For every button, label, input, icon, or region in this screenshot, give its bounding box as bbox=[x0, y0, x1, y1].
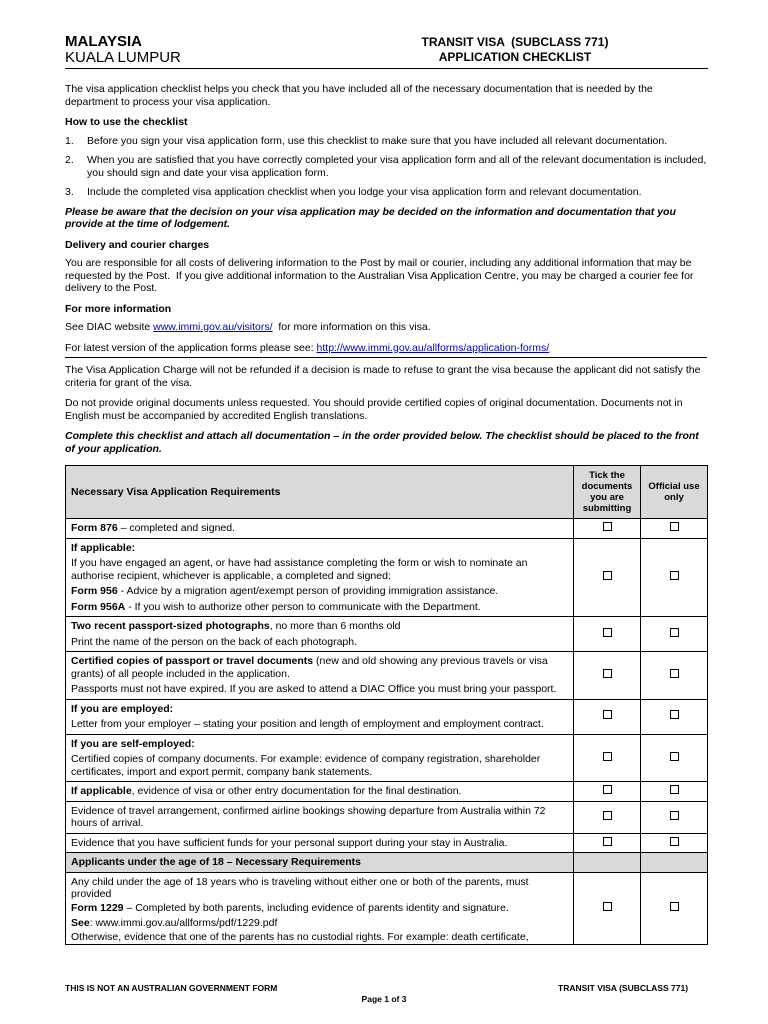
official-checkbox[interactable] bbox=[670, 811, 679, 820]
official-checkbox[interactable] bbox=[670, 571, 679, 580]
requirement-sub: Passports must not have expired. If you are asked to attend a DIAC Office you must bring your passport. bbox=[71, 683, 557, 695]
requirement-text: Any child under the age of 18 years who is traveling without either one or both of the parents, must provided bbox=[71, 875, 529, 900]
official-column-header: Official use only bbox=[641, 466, 708, 519]
more-info-line1-prefix: See DIAC website bbox=[65, 321, 154, 333]
page-number: Page 1 of 3 bbox=[361, 994, 407, 1004]
requirement-text: Certified copies of company documents. For example: evidence of company registration, shareholder certificates, import and export permit, company bank statements. bbox=[71, 753, 541, 778]
official-checkbox-cell bbox=[641, 872, 708, 945]
more-info-line1-suffix: for more information on this visa. bbox=[272, 321, 431, 333]
requirement-cell bbox=[66, 872, 574, 945]
official-checkbox-cell bbox=[641, 734, 708, 782]
footer-form-name: TRANSIT VISA (SUBCLASS 771) bbox=[558, 983, 689, 993]
submit-checkbox-cell bbox=[574, 538, 641, 617]
requirement-text: – completed and signed. bbox=[117, 522, 236, 534]
submit-checkbox-cell bbox=[574, 734, 641, 782]
submit-checkbox-cell bbox=[574, 617, 641, 652]
section-header-blank bbox=[574, 853, 641, 873]
list-text: When you are satisfied that you have correctly completed your visa application form and all of the relevant documentation is included, you should sign and date your visa application form. bbox=[87, 154, 707, 179]
requirement-bold: Form 876 bbox=[71, 522, 118, 534]
requirement-line bbox=[71, 620, 568, 633]
decision-warning: Please be aware that the decision on your visa application may be decided on the information and documentation that you provide at the time of lodgement. bbox=[65, 205, 676, 230]
submit-checkbox-cell bbox=[574, 782, 641, 802]
submit-checkbox[interactable] bbox=[603, 785, 612, 794]
section-header-row bbox=[66, 853, 708, 873]
table-row bbox=[66, 652, 708, 700]
requirement-heading: If you are self-employed: bbox=[71, 737, 195, 750]
table-row bbox=[66, 538, 708, 617]
requirement-sub: Print the name of the person on the back of each photograph. bbox=[71, 635, 358, 648]
submit-checkbox-cell bbox=[574, 833, 641, 853]
section-header-blank bbox=[641, 853, 708, 873]
requirement-line bbox=[71, 655, 568, 680]
requirement-cell: Evidence that you have sufficient funds for your personal support during your stay in Australia. bbox=[66, 833, 574, 853]
document-body bbox=[65, 83, 707, 463]
official-checkbox[interactable] bbox=[670, 522, 679, 531]
submit-checkbox[interactable] bbox=[603, 571, 612, 580]
visitors-link[interactable]: www.immi.gov.au/visitors/ bbox=[153, 321, 273, 333]
requirement-text: If you have engaged an agent, or have had assistance completing the form or wish to nominate an authorise recipient, whichever is applicable, a completed and signed: bbox=[71, 557, 528, 582]
submit-checkbox-cell bbox=[574, 652, 641, 700]
table-row bbox=[66, 801, 708, 833]
requirement-cell bbox=[66, 734, 574, 782]
requirement-see bbox=[71, 917, 568, 930]
header-country: MALAYSIA bbox=[65, 33, 142, 50]
requirement-form-956 bbox=[71, 585, 568, 598]
how-to-heading: How to use the checklist bbox=[65, 116, 188, 128]
more-info-heading: For more information bbox=[65, 302, 172, 315]
requirement-text: , no more than 6 months old bbox=[269, 620, 401, 632]
table-row bbox=[66, 782, 708, 802]
list-number: 1. bbox=[65, 134, 74, 147]
submitting-column-header: Tick the documents you are submitting bbox=[574, 466, 641, 519]
table-header-row bbox=[66, 466, 708, 519]
official-checkbox-cell bbox=[641, 833, 708, 853]
requirement-cell bbox=[66, 652, 574, 700]
more-info-line1 bbox=[65, 321, 707, 334]
requirement-heading: If applicable: bbox=[71, 541, 136, 554]
submit-checkbox[interactable] bbox=[603, 837, 612, 846]
submit-checkbox[interactable] bbox=[603, 669, 612, 678]
requirement-form-1229 bbox=[71, 902, 568, 915]
complete-instruction: Complete this checklist and attach all documentation – in the order provided below. The checklist should be placed to the front of your application. bbox=[65, 430, 699, 455]
list-number: 3. bbox=[65, 186, 74, 198]
submit-checkbox[interactable] bbox=[603, 628, 612, 637]
official-checkbox-cell bbox=[641, 801, 708, 833]
list-text: Include the completed visa application checklist when you lodge your visa application form and relevant documentation. bbox=[87, 186, 642, 198]
official-checkbox-cell bbox=[641, 617, 708, 652]
submit-checkbox[interactable] bbox=[603, 811, 612, 820]
requirement-cell bbox=[66, 538, 574, 617]
table-row bbox=[66, 734, 708, 782]
official-checkbox-cell bbox=[641, 782, 708, 802]
header-divider bbox=[65, 68, 708, 69]
official-checkbox[interactable] bbox=[670, 902, 679, 911]
form-1229-text: – Completed by both parents, including evidence of parents identity and signature. bbox=[123, 901, 509, 914]
official-checkbox[interactable] bbox=[670, 669, 679, 678]
how-to-item-2 bbox=[65, 154, 707, 179]
section-divider bbox=[65, 357, 707, 358]
header-title-line2: APPLICATION CHECKLIST bbox=[438, 50, 592, 64]
requirement-text: , evidence of visa or other entry documentation for the final destination. bbox=[131, 785, 462, 797]
submit-checkbox[interactable] bbox=[603, 710, 612, 719]
official-checkbox-cell bbox=[641, 519, 708, 539]
form-956-text: - Advice by a migration agent/exempt person of providing immigration assistance. bbox=[117, 585, 499, 597]
official-checkbox[interactable] bbox=[670, 837, 679, 846]
submit-checkbox[interactable] bbox=[603, 752, 612, 761]
requirement-bold: If applicable bbox=[71, 785, 132, 797]
requirement-bold: Certified copies of passport or travel documents bbox=[71, 655, 314, 667]
list-number: 2. bbox=[65, 154, 74, 166]
official-checkbox-cell bbox=[641, 538, 708, 617]
official-checkbox-cell bbox=[641, 699, 708, 734]
requirement-cell bbox=[66, 699, 574, 734]
delivery-text: You are responsible for all costs of delivering information to the Post by mail or courier, including any additional information that may be requested by the Post. If you give additional information to the Australian Visa Application Centre, you may be charged a courier fee for delivery to the Post. bbox=[65, 257, 697, 294]
requirement-cell bbox=[66, 519, 574, 539]
table-row bbox=[66, 519, 708, 539]
table-row bbox=[66, 872, 708, 945]
see-text: : www.immi.gov.au/allforms/pdf/1229.pdf bbox=[89, 917, 278, 929]
submit-checkbox[interactable] bbox=[603, 522, 612, 531]
table-row bbox=[66, 833, 708, 853]
form-1229-label: Form 1229 bbox=[71, 901, 124, 914]
intro-paragraph: The visa application checklist helps you check that you have included all of the necessary documentation that is needed by the department to process your visa application. bbox=[65, 83, 653, 108]
header-city: KUALA LUMPUR bbox=[65, 49, 181, 66]
requirement-bold: Two recent passport-sized photographs bbox=[71, 620, 270, 632]
see-label: See bbox=[71, 917, 90, 929]
official-checkbox[interactable] bbox=[670, 628, 679, 637]
requirement-text: (new and old showing any previous travels or visa grants) of all people included in the application. bbox=[71, 655, 548, 680]
table-row bbox=[66, 699, 708, 734]
refund-paragraph: The Visa Application Charge will not be refunded if a decision is made to refuse to grant the visa because the applicant did not satisfy the criteria for grant of the visa. bbox=[65, 364, 701, 389]
requirements-column-header: Necessary Visa Application Requirements bbox=[66, 466, 574, 519]
how-to-item-1 bbox=[65, 135, 707, 148]
requirement-otherwise: Otherwise, evidence that one of the parents has no custodial rights. For example: death certificate, bbox=[71, 930, 529, 943]
list-text: Before you sign your visa application form, use this checklist to make sure that you have included all relevant documentation. bbox=[87, 134, 668, 147]
form-956-label: Form 956 bbox=[71, 585, 118, 597]
form-956a-label: Form 956A bbox=[71, 600, 126, 613]
official-checkbox[interactable] bbox=[670, 785, 679, 794]
header-location bbox=[65, 34, 181, 66]
more-info-line2 bbox=[65, 342, 707, 355]
originals-paragraph: Do not provide original documents unless requested. You should provide certified copies of original documentation. Documents not in English must be accompanied by accredited English translations. bbox=[65, 397, 683, 422]
requirement-cell bbox=[66, 617, 574, 652]
more-info-line2-prefix: For latest version of the application forms please see: bbox=[65, 341, 317, 354]
section-header-under-18: Applicants under the age of 18 – Necessary Requirements bbox=[66, 853, 574, 873]
submit-checkbox[interactable] bbox=[603, 902, 612, 911]
header-title-line1: TRANSIT VISA (SUBCLASS 771) bbox=[421, 35, 609, 49]
submit-checkbox-cell bbox=[574, 699, 641, 734]
requirement-cell: Evidence of travel arrangement, confirmed airline bookings showing departure from Australia within 72 hours of arrival. bbox=[66, 801, 574, 833]
header-title bbox=[390, 35, 640, 65]
submit-checkbox-cell bbox=[574, 801, 641, 833]
table-row bbox=[66, 617, 708, 652]
how-to-item-3 bbox=[65, 186, 707, 199]
requirement-heading: If you are employed: bbox=[71, 702, 174, 715]
form-956a-text: - If you wish to authorize other person to communicate with the Department. bbox=[125, 600, 481, 613]
checklist-table bbox=[65, 465, 708, 945]
requirement-form-956a bbox=[71, 601, 568, 614]
official-checkbox[interactable] bbox=[670, 710, 679, 719]
application-forms-link[interactable]: http://www.immi.gov.au/allforms/application-forms/ bbox=[316, 341, 550, 354]
requirement-text: Letter from your employer – stating your position and length of employment and employment contract. bbox=[71, 718, 544, 730]
delivery-heading: Delivery and courier charges bbox=[65, 238, 210, 251]
footer-disclaimer: THIS IS NOT AN AUSTRALIAN GOVERNMENT FORM bbox=[65, 983, 278, 993]
requirement-cell bbox=[66, 782, 574, 802]
official-checkbox[interactable] bbox=[670, 752, 679, 761]
submit-checkbox-cell bbox=[574, 519, 641, 539]
submit-checkbox-cell bbox=[574, 872, 641, 945]
official-checkbox-cell bbox=[641, 652, 708, 700]
